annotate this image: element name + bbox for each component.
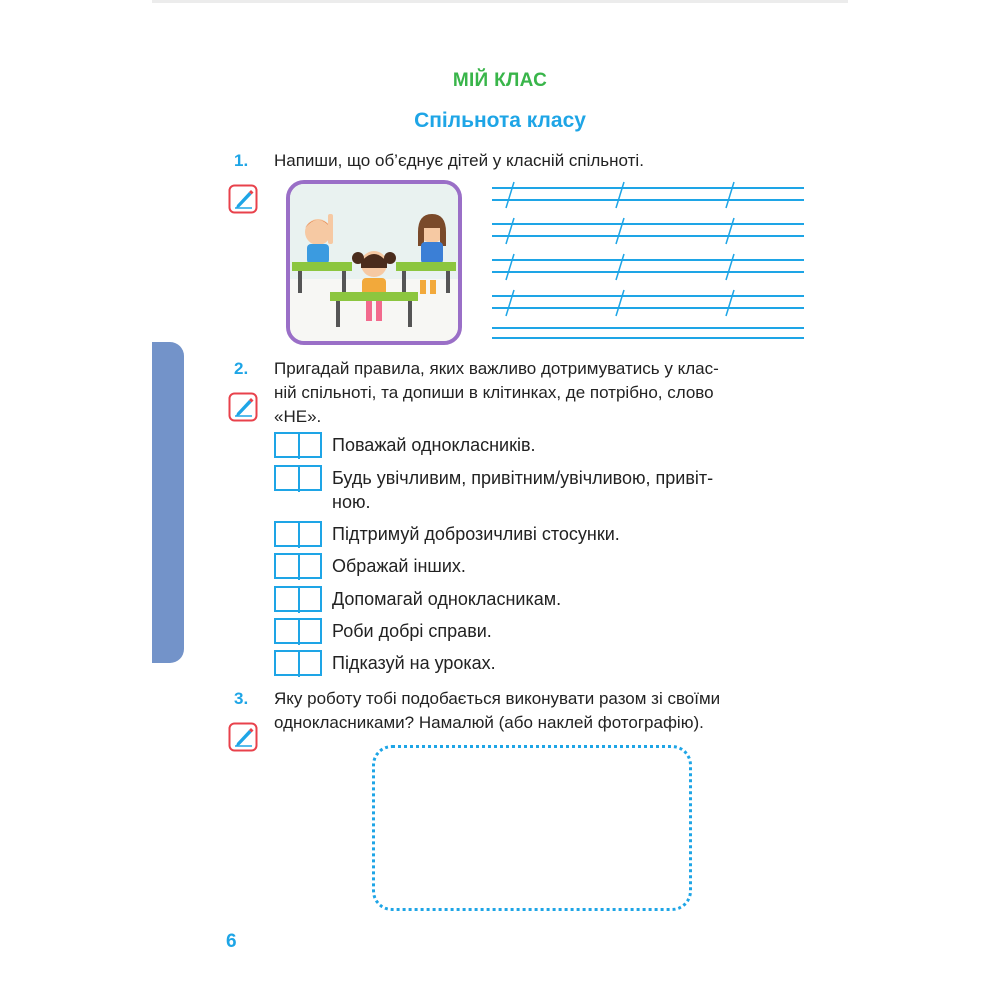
rule-text: Підказуй на уроках. xyxy=(332,653,496,673)
top-divider xyxy=(152,0,848,3)
rule-text: Поважай однокласників. xyxy=(332,435,536,455)
section-side-tab xyxy=(152,342,184,663)
answer-cell[interactable] xyxy=(274,521,322,547)
answer-cell[interactable] xyxy=(274,553,322,579)
answer-cell[interactable] xyxy=(274,586,322,612)
task-2-line-2: ній спільноті, та допиши в клітинках, де потрібно, слово xyxy=(274,383,714,402)
task-2-line-1: Пригадай правила, яких важливо дотримуватись у клас- xyxy=(274,359,719,378)
rule-text: Будь увічливим, привітним/увічливою, привіт- xyxy=(332,468,714,488)
pencil-icon xyxy=(228,392,258,422)
answer-cell[interactable] xyxy=(274,650,322,676)
drawing-area[interactable] xyxy=(372,745,692,911)
task-3-line-2: однокласниками? Намалюй (або наклей фотографію). xyxy=(274,713,704,732)
page-number: 6 xyxy=(226,931,237,952)
classroom-illustration xyxy=(286,180,462,345)
rule-text: Допомагай однокласникам. xyxy=(332,589,562,609)
rule-text: Роби добрі справи. xyxy=(332,621,492,641)
page-subtitle: Спільнота класу xyxy=(414,109,586,132)
page-title: МІЙ КЛАС xyxy=(452,70,548,91)
rule-text-continuation: ною. xyxy=(332,492,371,512)
rule-text: Підтримуй доброзичливі стосунки. xyxy=(332,524,620,544)
answer-cell[interactable] xyxy=(274,465,322,491)
answer-cell[interactable] xyxy=(274,618,322,644)
task-3-number: 3. xyxy=(234,689,249,708)
task-1-text: Напиши, що об’єднує дітей у класній спільноті. xyxy=(274,151,644,170)
pencil-icon xyxy=(228,722,258,752)
writing-lines xyxy=(492,180,804,340)
task-1-number: 1. xyxy=(234,151,249,170)
task-3-line-1: Яку роботу тобі подобається виконувати разом зі своїми xyxy=(274,689,721,708)
task-2-number: 2. xyxy=(234,359,249,378)
rule-text: Ображай інших. xyxy=(332,556,466,576)
pencil-icon xyxy=(228,184,258,214)
task-2-line-3: «НЕ». xyxy=(274,407,322,426)
answer-cell[interactable] xyxy=(274,432,322,458)
